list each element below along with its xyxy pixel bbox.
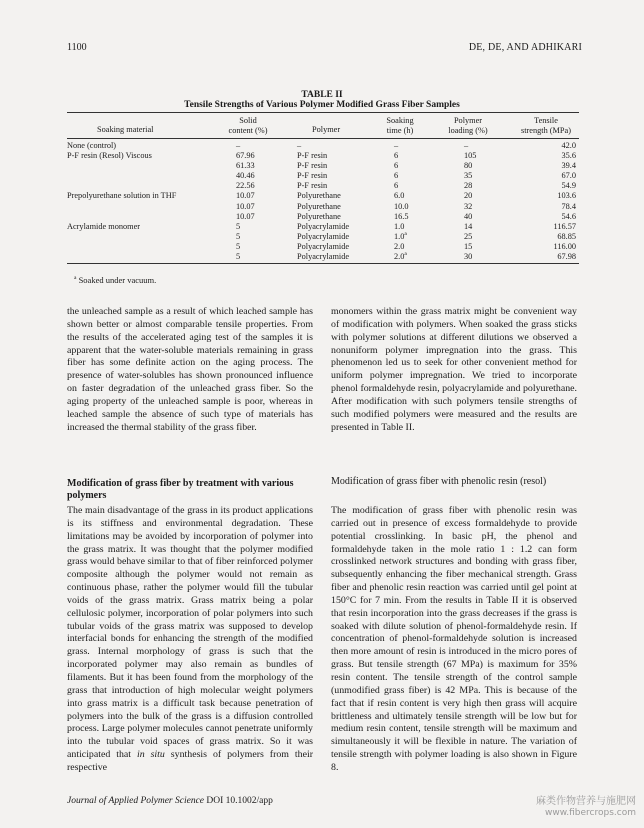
table-cell-text: 32 [464, 201, 473, 211]
table-cell-polymer [297, 202, 341, 212]
table-cell-loading [464, 212, 472, 222]
table-cell-time [394, 141, 398, 151]
table-cell-strength [520, 171, 576, 181]
table-cell-loading [464, 141, 468, 151]
table-cell-time [394, 171, 398, 181]
table-cell-text: 10.07 [236, 191, 255, 201]
table-cell-text: 40.46 [236, 171, 255, 181]
table-cell-text: 10.07 [236, 201, 255, 211]
table-cell-text: 61.33 [236, 161, 255, 171]
table-cell-solid [236, 222, 240, 232]
table-cell-text: 116.00 [553, 241, 576, 251]
column-header-line: Soaking material [97, 125, 154, 134]
table-cell-material [67, 151, 152, 161]
table-cell-text: 103.6 [557, 191, 576, 201]
table-row [0, 161, 644, 171]
column-header [378, 116, 422, 135]
table-cell-text: 35 [464, 171, 473, 181]
table-cell-text: 10.07 [236, 211, 255, 221]
table-row [0, 191, 644, 201]
table-cell-solid [236, 212, 255, 222]
column-header-line: Polymer [453, 116, 483, 125]
table-cell-text: 5 [236, 231, 241, 241]
table-cell-text: – [236, 141, 241, 150]
table-cell-text: 68.85 [557, 231, 576, 241]
column-header-line: Soaking [386, 116, 414, 125]
table-body [0, 141, 644, 262]
table-cell-time [394, 181, 398, 191]
table-top-rule [67, 112, 579, 113]
right-column-paragraph-2: The modification of grass fiber with phenolic resin was carried out in presence of excess formaldehyde to provide potential crosslinking. In basic pH, the phenol and formaldehyde taken in the mole ratio 1 : 1.2 can form crosslinked network structures and bonding with grass fiber, subsequently enhancing the fiber mechanical strength. Grass fiber and phenolic resin reaction was carried until gel point at 150°C for 7 min. From the results in Table II it is observed that resin incorporation into the grass decreases if the grass is soaked with dilute solution of phenol-formaldehyde resin. If concentration of phenol-formaldehyde solution is increased then more amount of resin is introduced in the micro pores of grass. But tensile strength (67 MPa) is maximum for 35% resin content. The tensile strength of the control sample (unmodified grass fiber) is 42 MPa. This is because of the fact that if resin content is very high then grass will acquire brittleness and ultimately tensile strength will be low but for medium resin content, tensile strength will be maximum and simultaneously it will be flexible in nature. The variation of tensile strength with polymer loading is also shown in Figure 8. [331, 505, 577, 773]
table-cell-strength [520, 141, 576, 151]
table-cell-text: Polyacrylamide [297, 231, 350, 241]
table-cell-polymer [297, 161, 327, 171]
table-cell-time [394, 161, 398, 171]
table-cell-polymer [297, 171, 327, 181]
table-cell-polymer [297, 242, 349, 252]
footnote-mark: a [74, 275, 77, 282]
column-header [514, 116, 578, 135]
table-cell-time [394, 252, 407, 262]
table-cell-text: 6 [394, 181, 399, 191]
table-footnote [74, 275, 156, 285]
table-cell-text: 1.0 [394, 231, 405, 241]
table-cell-time [394, 191, 404, 201]
table-cell-text: 6 [394, 151, 399, 161]
table-cell-polymer [297, 222, 349, 232]
table-cell-text: 14 [464, 221, 473, 231]
journal-doi: DOI 10.1002/app [204, 796, 273, 806]
table-cell-text: 30 [464, 252, 473, 262]
table-row [0, 242, 644, 252]
table-cell-loading [464, 161, 472, 171]
table-cell-solid [236, 151, 255, 161]
table-cell-text: Polyacrylamide [297, 241, 350, 251]
footnote-text: Soaked under vacuum. [76, 275, 157, 285]
table-row [0, 151, 644, 161]
table-title: TABLE II [301, 90, 343, 100]
table-cell-text: 6.0 [394, 191, 405, 201]
table-cell-text: 5 [236, 221, 241, 231]
table-cell-text: P-F resin [297, 181, 328, 191]
left-column-paragraph-2: The main disadvantage of the grass in its product applications is its stiffness and environmental degradation. These limitations may be avoided by incorporation of polymer into the grass matrix. It was thought that the polymer modified grass would behave similar to that of fiber reinforced polymer composite although the polymer would not remain as continuous phase, rather the polymer would fill the tubular voids of the grass matrix. Grass matrix being a polar cellulosic polymer, incorporation of polar polymers into such tubular voids of the grass matrix was supposed to develop interfacial bonds for enhancing the strength of the modified grass. Internal morphology of grass is such that the incorporated polymer may also remain as bundles of filaments. But it has been found from the morphology of the grass that introduction of high molecular weight polymers into grass matrix is a difficult task because penetration of polymers into the bulk of the grass is a diffusion controlled process. Large polymer molecules cannot penetrate uniformly into the tubular void spaces of grass matrix. So it was anticipated that in situ synthesis of polymers from their respective [67, 505, 313, 773]
table-cell-strength [520, 212, 576, 222]
table-cell-text: 80 [464, 161, 473, 171]
table-cell-loading [464, 202, 472, 212]
table-cell-text: Polyurethane [297, 211, 341, 221]
column-header-line: Solid [239, 116, 257, 125]
table-cell-text: Acrylamide monomer [67, 221, 141, 231]
table-cell-text: 39.4 [561, 161, 576, 171]
table-cell-text: None (control) [67, 141, 117, 150]
table-cell-text: 5 [236, 241, 241, 251]
table-row [0, 222, 644, 232]
table-row [0, 171, 644, 181]
table-cell-text: 67.0 [561, 171, 576, 181]
left-column-paragraph-1: the unleached sample as a result of which leached sample has shown better or almost comparable tensile properties. From the results of the accelerated aging test of the samples it is apparent that the water-soluble materials remaining in grass fiber has some definite action on the aging process. The presence of water-solubles has shown pronounced influence on faster degradation of the unleached grass fiber. So the aging property of the unleached sample is poor, whereas in leached sample the absence of such type of materials has increased the thermal stability of the grass fiber. [67, 306, 313, 433]
watermark-line-1: 麻类作物营养与施肥网 [536, 796, 636, 807]
section-heading-phenolic-resin: Modification of grass fiber with phenolic resin (resol) [331, 476, 547, 487]
table-cell-text: P-F resin [297, 161, 328, 171]
table-cell-text: Polyacrylamide [297, 252, 350, 262]
watermark [526, 796, 636, 819]
table-cell-text: P-F resin [297, 171, 328, 181]
table-cell-text: 54.6 [561, 211, 576, 221]
table-cell-text: 5 [236, 252, 241, 262]
table-cell-solid [236, 252, 240, 262]
table-cell-text: 20 [464, 191, 473, 201]
table-cell-text: P-F resin [297, 151, 328, 161]
table-cell-text: Prepolyurethane solution in THF [67, 191, 177, 201]
table-cell-strength [520, 242, 576, 252]
table-cell-polymer [297, 252, 349, 262]
table-caption: Tensile Strengths of Various Polymer Modified Grass Fiber Samples [184, 100, 460, 110]
table-cell-text: Polyacrylamide [297, 221, 350, 231]
column-header-line: Tensile [534, 116, 558, 125]
table-cell-text: 22.56 [236, 181, 255, 191]
table-cell-solid [236, 232, 240, 242]
column-header [312, 125, 340, 135]
table-cell-text: – [394, 141, 399, 150]
table-cell-text: 6 [394, 171, 399, 181]
journal-footer [67, 796, 273, 806]
table-cell-text: 6 [394, 161, 399, 171]
column-header [438, 116, 498, 135]
table-row [0, 181, 644, 191]
table-cell-text: Polyurethane [297, 191, 341, 201]
table-cell-text: 40 [464, 211, 473, 221]
table-row [0, 141, 644, 151]
table-cell-loading [464, 232, 472, 242]
table-cell-material [67, 222, 140, 232]
table-cell-strength [520, 202, 576, 212]
table-cell-solid [236, 202, 255, 212]
table-cell-time [394, 242, 404, 252]
footnote-marker: a [404, 251, 407, 258]
table-cell-material [67, 141, 116, 151]
table-cell-strength [520, 232, 576, 242]
table-cell-text: – [464, 141, 469, 150]
table-cell-solid [236, 141, 240, 151]
table-row [0, 252, 644, 262]
table-cell-text: 42.0 [561, 141, 576, 150]
table-cell-polymer [297, 212, 341, 222]
table-row [0, 232, 644, 242]
table-cell-loading [464, 151, 476, 161]
table-cell-text: 67.96 [236, 151, 255, 161]
table-header-rule [67, 138, 579, 139]
footnote-marker: a [404, 231, 407, 238]
table-row [0, 212, 644, 222]
table-cell-solid [236, 181, 255, 191]
column-header-line: Polymer [312, 125, 341, 134]
table-cell-strength [520, 181, 576, 191]
table-cell-strength [520, 222, 576, 232]
column-header [225, 116, 271, 135]
page-number: 1100 [67, 42, 87, 53]
table-cell-polymer [297, 141, 301, 151]
table-cell-loading [464, 222, 472, 232]
table-row [0, 202, 644, 212]
table-cell-loading [464, 181, 472, 191]
table-cell-solid [236, 171, 255, 181]
table-bottom-rule [67, 263, 579, 264]
table-cell-polymer [297, 181, 327, 191]
table-cell-polymer [297, 232, 349, 242]
table-cell-text: 67.98 [557, 252, 576, 262]
table-cell-text: 25 [464, 231, 473, 241]
table-cell-text: 105 [464, 151, 477, 161]
running-head: DE, DE, AND ADHIKARI [468, 42, 582, 53]
table-cell-text: 78.4 [561, 201, 576, 211]
table-cell-time [394, 232, 407, 242]
section-heading-polymers: Modification of grass fiber by treatment with various polymers [67, 478, 294, 501]
column-header-line: strength (MPa) [520, 125, 571, 135]
table-cell-strength [520, 161, 576, 171]
column-header [97, 125, 153, 135]
table-cell-polymer [297, 151, 327, 161]
table-cell-text: 116.57 [553, 221, 576, 231]
table-cell-time [394, 151, 398, 161]
right-column-paragraph-1: monomers within the grass matrix might be convenient way of modification with polymers. When soaked the grass sticks with polymer solutions at different dilutions we observed a nonuniform polymer impregnation into the grass. This phenomenon led us to seek for other convenient method for uniform polymer impregnation. We tried to incorporate phenol formaldehyde resin, polyacrylamide and polyurethane. After modification with such polymers tensile strengths of such modified polymers were measured and the results are presented in Table II. [331, 306, 577, 433]
table-cell-text: 10.0 [394, 201, 409, 211]
table-cell-time [394, 222, 404, 232]
table-cell-solid [236, 191, 255, 201]
italic-in-situ: in situ [136, 749, 165, 761]
table-cell-loading [464, 252, 472, 262]
column-header-line: time (h) [386, 125, 414, 135]
table-cell-text: 54.9 [561, 181, 576, 191]
table-header [0, 116, 644, 138]
table-cell-time [394, 212, 409, 222]
table-cell-text: 16.5 [394, 211, 409, 221]
table-cell-text: 2.0 [394, 252, 405, 262]
table-cell-text: 2.0 [394, 241, 405, 251]
table-cell-time [394, 202, 409, 212]
table-cell-material [67, 191, 176, 201]
table-cell-strength [520, 252, 576, 262]
table-cell-text: P-F resin (Resol) Viscous [67, 151, 152, 161]
table-cell-text: – [297, 141, 302, 150]
journal-name: Journal of Applied Polymer Science [67, 796, 205, 806]
table-cell-text: 28 [464, 181, 473, 191]
table-cell-loading [464, 171, 472, 181]
table-cell-text: 35.6 [561, 151, 576, 161]
column-header-line: loading (%) [448, 125, 488, 135]
table-cell-text: 15 [464, 241, 473, 251]
table-cell-strength [520, 191, 576, 201]
table-cell-text: 1.0 [394, 221, 405, 231]
table-cell-strength [520, 151, 576, 161]
table-cell-polymer [297, 191, 341, 201]
table-cell-loading [464, 191, 472, 201]
watermark-line-2: www.fibercrops.com [545, 808, 636, 818]
table-cell-text: Polyurethane [297, 201, 341, 211]
table-cell-solid [236, 242, 240, 252]
table-cell-solid [236, 161, 255, 171]
column-header-line: content (%) [228, 125, 268, 135]
table-cell-loading [464, 242, 472, 252]
